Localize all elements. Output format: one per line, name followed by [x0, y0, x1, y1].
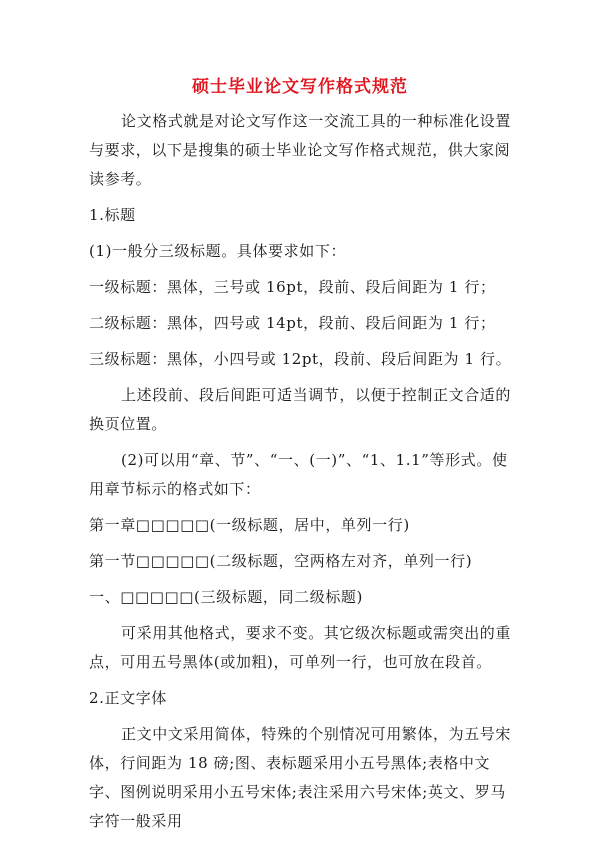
spacing-note-paragraph: 上述段前、段后间距可适当调节，以便于控制正文合适的换页位置。	[89, 386, 512, 433]
subsection-levels: (1)一般分三级标题。具体要求如下：	[89, 242, 347, 260]
subsection-example: 一、□□□□□(三级标题，同二级标题)	[89, 588, 363, 606]
document-title: 硕士毕业论文写作格式规范	[192, 77, 408, 97]
section-heading-body-font: 2.正文字体	[89, 689, 167, 707]
document-body	[89, 107, 521, 836]
level-one-heading-rule: 一级标题：黑体，三号或 16pt，段前、段后间距为 1 行；	[89, 278, 496, 296]
numbering-forms-paragraph: (2)可以用“章、节”、“一、(一)”、“1、1.1”等形式。使用章节标示的格式如下：	[89, 451, 508, 498]
level-three-heading-rule: 三级标题：黑体，小四号或 12pt，段前、段后间距为 1 行。	[89, 350, 512, 368]
other-formats-paragraph: 可采用其他格式，要求不变。其它级次标题或需突出的重点，可用五号黑体(或加粗)，可单列一行，也可放在段首。	[89, 624, 512, 671]
intro-paragraph: 论文格式就是对论文写作这一交流工具的一种标准化设置与要求，以下是搜集的硕士毕业论文写作格式规范，供大家阅读参考。	[89, 112, 512, 188]
level-two-heading-rule: 二级标题：黑体，四号或 14pt，段前、段后间距为 1 行；	[89, 314, 496, 332]
body-font-paragraph: 正文中文采用简体，特殊的个别情况可用繁体，为五号宋体，行间距为 18 磅;图、表标题采用小五号黑体;表格中文字、图例说明采用小五号宋体;表注采用六号宋体;英文、罗马字符一般采用	[89, 725, 512, 830]
chapter-example: 第一章□□□□□(一级标题，居中，单列一行)	[89, 516, 410, 534]
section-example: 第一节□□□□□(二级标题，空两格左对齐，单列一行)	[89, 552, 473, 570]
section-heading-title: 1.标题	[89, 206, 136, 224]
